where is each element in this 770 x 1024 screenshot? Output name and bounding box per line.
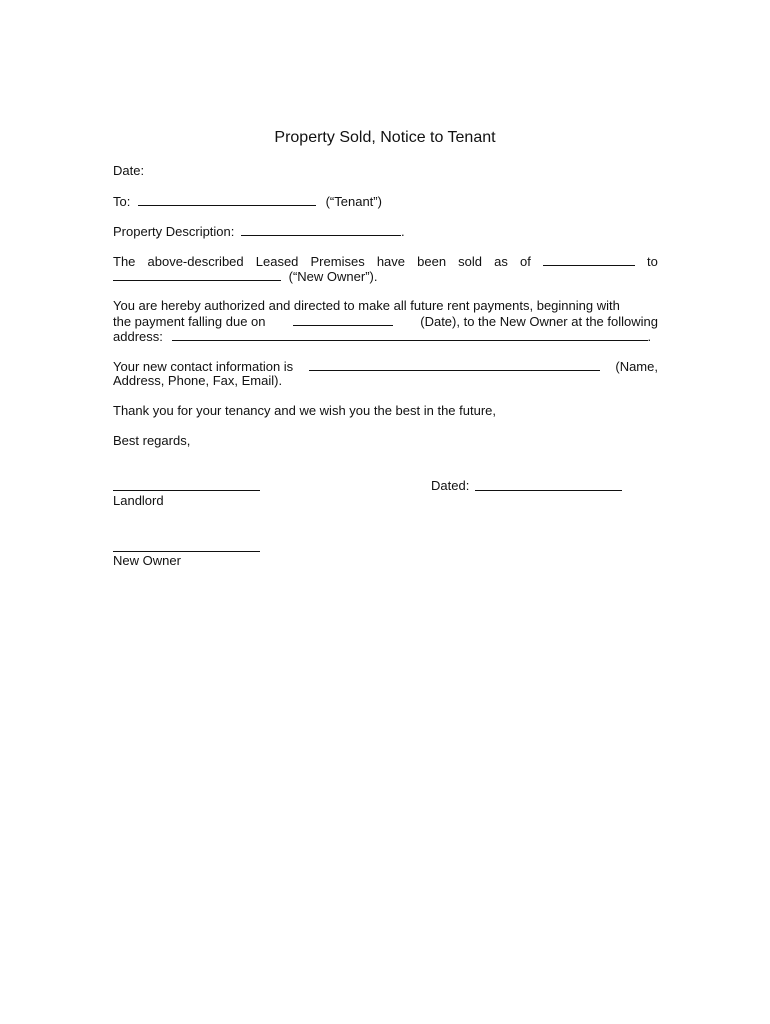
page-title: Property Sold, Notice to Tenant	[274, 129, 496, 146]
contact-paragraph-text: Your new contact information is	[113, 359, 294, 374]
new-owner-signature-label: New Owner	[113, 553, 181, 568]
thanks-line	[113, 403, 658, 418]
thanks-text: Thank you for your tenancy and we wish you the best in the future,	[113, 403, 496, 418]
contact-paragraph-line-2	[113, 373, 658, 388]
tenant-name-field[interactable]	[138, 193, 316, 206]
contact-paragraph-text: Address, Phone, Fax, Email).	[113, 373, 283, 388]
new-owner-name-field[interactable]	[113, 268, 281, 281]
new-owner-signature-field[interactable]	[113, 550, 260, 552]
contact-paragraph-line-1	[113, 358, 658, 374]
address-period: .	[647, 329, 652, 344]
sold-word: Premises	[310, 254, 365, 269]
landlord-signature-field[interactable]	[113, 489, 260, 491]
tenant-label: (“Tenant”)	[325, 194, 382, 209]
sold-word: been	[417, 254, 447, 269]
landlord-label: Landlord	[113, 493, 164, 508]
first-payment-date-field[interactable]	[293, 313, 393, 326]
contact-information-field[interactable]	[309, 358, 600, 371]
property-description-line	[113, 223, 658, 239]
rent-paragraph-line-3	[113, 328, 658, 344]
rent-paragraph-text: You are hereby authorized and directed to make all future rent payments, beginning with	[113, 298, 620, 313]
property-description-label: Property Description:	[113, 224, 235, 239]
to-label: To:	[113, 194, 131, 209]
sold-paragraph-line-1	[113, 253, 658, 269]
property-description-field[interactable]	[241, 223, 401, 236]
date-label: Date:	[113, 163, 145, 178]
date-line	[113, 163, 658, 178]
sold-word: Leased	[255, 254, 299, 269]
rent-paragraph-text: the payment falling due on	[113, 314, 266, 329]
sold-word: have	[376, 254, 406, 269]
property-description-period: .	[401, 224, 405, 239]
sale-date-field[interactable]	[543, 253, 635, 266]
to-line	[113, 193, 658, 209]
sold-word: sold	[458, 254, 483, 269]
address-label: address:	[113, 329, 163, 344]
sold-word: above-described	[147, 254, 244, 269]
sold-word: of	[519, 254, 531, 269]
sold-to-word: to	[647, 254, 658, 269]
sold-word: The	[113, 254, 136, 269]
sold-word: as	[494, 254, 508, 269]
rent-paragraph-text: (Date), to the New Owner at the following	[420, 314, 658, 329]
regards-text: Best regards,	[113, 433, 191, 448]
dated-label: Dated:	[431, 478, 470, 493]
regards-line	[113, 433, 658, 448]
contact-paragraph-text: (Name,	[615, 359, 658, 374]
new-owner-address-field[interactable]	[172, 328, 648, 341]
sold-paragraph-line-2	[113, 268, 658, 284]
rent-paragraph-line-1	[113, 298, 658, 313]
dated-field[interactable]	[475, 489, 622, 491]
rent-paragraph-line-2	[113, 313, 658, 329]
new-owner-label: (“New Owner”).	[288, 269, 378, 284]
